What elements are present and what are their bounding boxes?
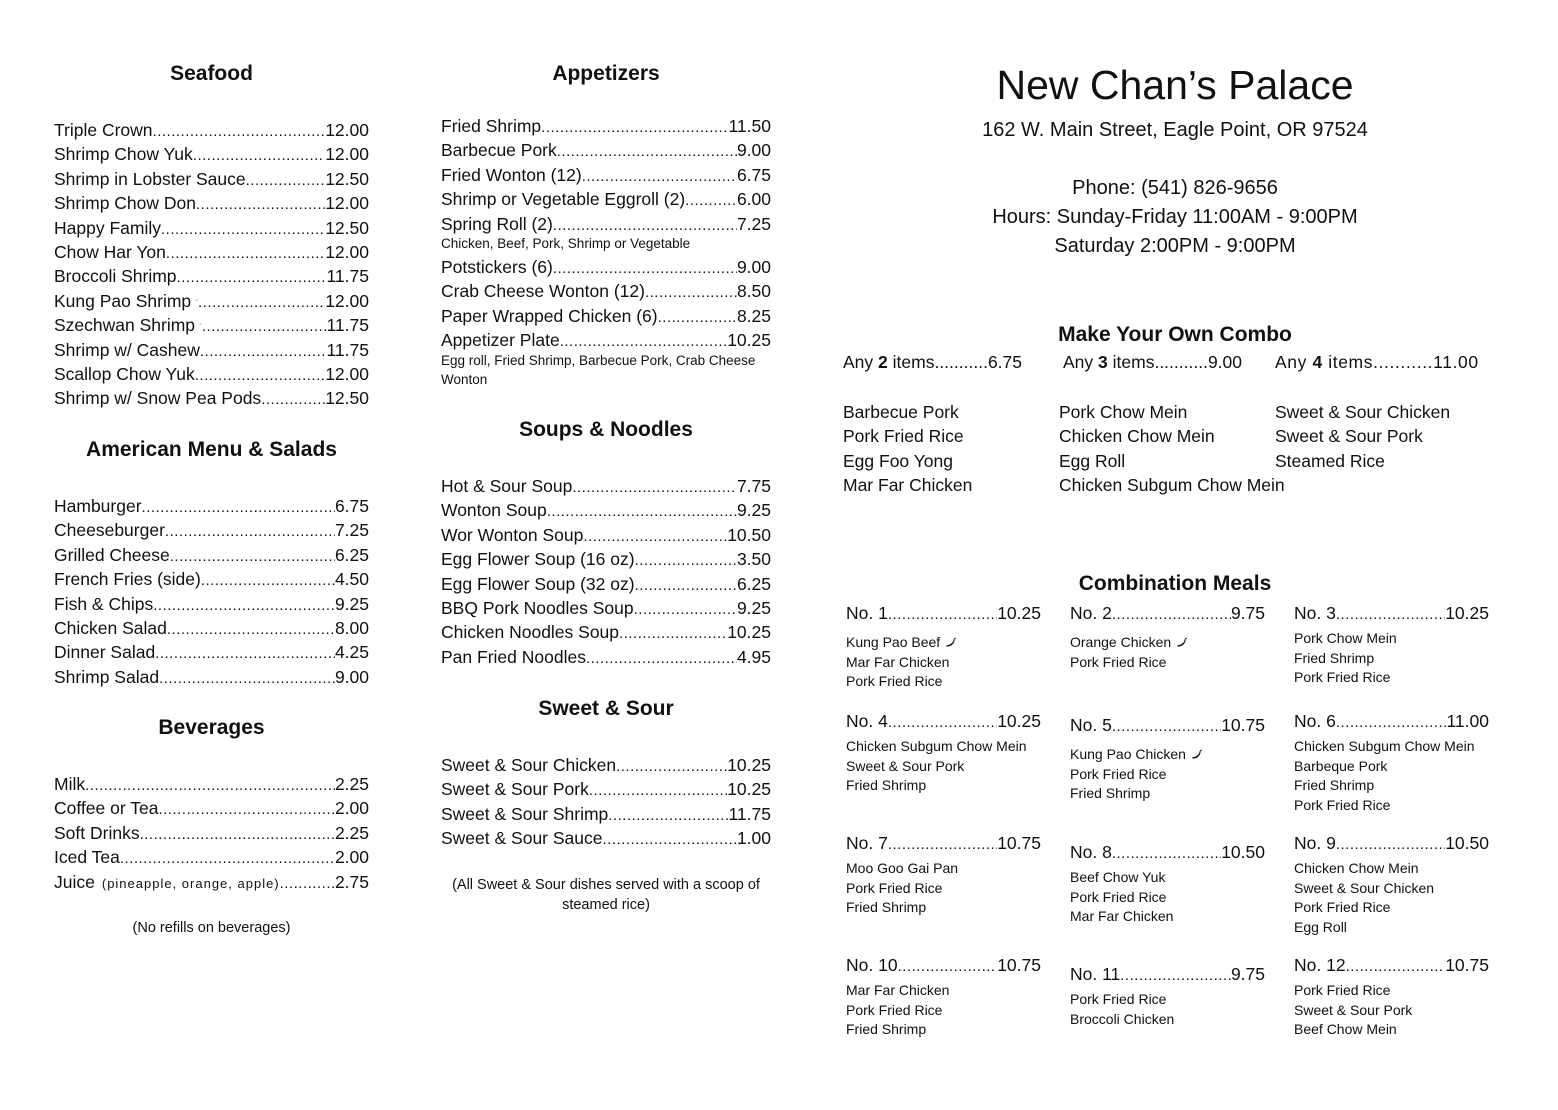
menu-item: Shrimp Chow Don ..... 12.00 [54, 191, 369, 215]
list-item: Pork Chow Mein [1059, 402, 1188, 422]
meal-card: No. 11 ..... 9.75 Pork Fried Rice Broccoli Chicken [1070, 964, 1265, 1029]
menu-item: Iced Tea ..... 2.00 [54, 845, 369, 869]
combo-heading: Make Your Own Combo [1058, 323, 1292, 346]
menu-item: Potstickers (6) ..... 9.00 [441, 255, 771, 279]
american-list [54, 494, 369, 689]
menu-item: Happy Family ..... 12.50 [54, 216, 369, 240]
spicy-pepper-icon [1190, 749, 1203, 760]
meal-card: No. 5 ..... 10.75 Kung Pao Chicken Pork Fried Rice Fried Shrimp [1070, 715, 1265, 804]
list-item: Egg Foo Yong [843, 450, 953, 471]
combo-option: Any 3 items...........9.00 [1063, 352, 1242, 372]
list-item: Sweet & Sour Pork [1275, 426, 1423, 447]
beverages-note: (No refills on beverages) [132, 920, 291, 936]
menu-item: Crab Cheese Wonton (12) ..... 8.50 [441, 279, 771, 303]
combo-choices-col3 [1275, 400, 1450, 473]
appetizer-plate-note: Egg roll, Fried Shrimp, Barbecue Pork, Crab Cheese Wonton [441, 352, 756, 387]
menu-item: Shrimp Salad ..... 9.00 [54, 665, 369, 689]
menu-item: French Fries (side) ..... 4.50 [54, 567, 369, 591]
appetizers-list [441, 114, 771, 391]
menu-item: Szechwan Shrimp ..... 11.75 [54, 313, 369, 337]
meal-card: No. 9 ..... 10.50 Chicken Chow Mein Sweet & Sour Chicken Pork Fried Rice Egg Roll [1294, 833, 1489, 937]
meal-card: No. 6 ..... 11.00 Chicken Subgum Chow Mein Barbeque Pork Fried Shrimp Pork Fried Rice [1294, 711, 1489, 815]
menu-item: Scallop Chow Yuk ..... 12.00 [54, 362, 369, 386]
combination-meals-heading: Combination Meals [1078, 572, 1272, 595]
list-item: Chicken Subgum Chow Mein [1059, 475, 1285, 496]
menu-item: Sweet & Sour Pork ..... 10.25 [441, 777, 771, 801]
seafood-list [54, 118, 369, 411]
menu-item: Broccoli Shrimp ..... 11.75 [54, 264, 369, 288]
menu-item: Chicken Noodles Soup ..... 10.25 [441, 620, 771, 644]
menu-item: Fried Shrimp ..... 11.50 [441, 114, 771, 138]
combo-choices-col2 [1059, 400, 1285, 498]
menu-item: Kung Pao Shrimp ..... 12.00 [54, 289, 369, 313]
menu-item: BBQ Pork Noodles Soup ..... 9.25 [441, 596, 771, 620]
menu-item: Fried Wonton (12) ..... 6.75 [441, 163, 771, 187]
menu-item: Appetizer Plate ..... 10.25 [441, 328, 771, 352]
combo-choices-col1 [843, 400, 972, 498]
beverages-heading: Beverages [158, 716, 265, 739]
menu-item: Wor Wonton Soup ..... 10.50 [441, 523, 771, 547]
menu-item: Coffee or Tea ..... 2.00 [54, 796, 369, 820]
menu-item: Milk ..... 2.25 [54, 772, 369, 796]
restaurant-phone: Phone: (541) 826-9656 [1072, 177, 1278, 199]
meal-card: No. 3 ..... 10.25 Pork Chow Mein Fried Shrimp Pork Fried Rice [1294, 603, 1489, 688]
list-item: Pork Fried Rice [843, 426, 964, 447]
menu-item: Cheeseburger ..... 7.25 [54, 518, 369, 542]
meal-card: No. 4 ..... 10.25 Chicken Subgum Chow Mein Sweet & Sour Pork Fried Shrimp [846, 711, 1041, 796]
list-item: Sweet & Sour Chicken [1275, 402, 1451, 422]
sweet-sour-note: (All Sweet & Sour dishes served with a scoop of steamed rice) [452, 877, 760, 913]
list-item: Barbecue Pork [843, 402, 959, 422]
menu-item: Pan Fried Noodles ..... 4.95 [441, 645, 771, 669]
menu-item: Egg Flower Soup (16 oz) ..... 3.50 [441, 547, 771, 571]
spicy-pepper-icon [944, 637, 957, 648]
menu-item: Barbecue Pork ..... 9.00 [441, 138, 771, 162]
menu-item: Wonton Soup ..... 9.25 [441, 498, 771, 522]
menu-item: Shrimp w/ Cashew ..... 11.75 [54, 338, 369, 362]
menu-item: Sweet & Sour Sauce ..... 1.00 [441, 826, 771, 850]
meal-card: No. 7 ..... 10.75 Moo Goo Gai Pan Pork Fried Rice Fried Shrimp [846, 833, 1041, 918]
menu-item: Juice (pineapple, orange, apple) ..... 2.75 [54, 870, 369, 894]
list-item: Mar Far Chicken [843, 475, 973, 496]
seafood-heading: Seafood [170, 62, 253, 85]
restaurant-hours: Hours: Sunday-Friday 11:00AM - 9:00PM [992, 206, 1358, 228]
restaurant-hours-saturday: Saturday 2:00PM - 9:00PM [1054, 235, 1296, 257]
menu-item: Spring Roll (2) ..... 7.25 [441, 212, 771, 236]
menu-item: Soft Drinks ..... 2.25 [54, 821, 369, 845]
menu-item: Shrimp or Vegetable Eggroll (2) ..... 6.00 [441, 187, 771, 211]
menu-item: Triple Crown ..... 12.00 [54, 118, 369, 142]
spring-roll-note: Chicken, Beef, Pork, Shrimp or Vegetable [441, 235, 691, 251]
spicy-pepper-icon [1175, 637, 1188, 648]
menu-item: Hot & Sour Soup ..... 7.75 [441, 474, 771, 498]
juice-flavors: (pineapple, orange, apple) [101, 875, 280, 891]
meal-card: No. 10 ..... 10.75 Mar Far Chicken Pork Fried Rice Fried Shrimp [846, 955, 1041, 1040]
meal-card: No. 8 ..... 10.50 Beef Chow Yuk Pork Fried Rice Mar Far Chicken [1070, 842, 1265, 927]
combo-option: Any 2 items...........6.75 [843, 352, 1022, 372]
list-item: Egg Roll [1059, 450, 1126, 471]
list-item: Steamed Rice [1275, 450, 1385, 471]
menu-item: Hamburger ..... 6.75 [54, 494, 369, 518]
soups-heading: Soups & Noodles [519, 418, 693, 441]
menu-item: Chicken Salad ..... 8.00 [54, 616, 369, 640]
restaurant-address: 162 W. Main Street, Eagle Point, OR 97524 [982, 119, 1368, 141]
menu-item: Sweet & Sour Shrimp ..... 11.75 [441, 802, 771, 826]
sweet-sour-list [441, 753, 771, 851]
menu-item: Sweet & Sour Chicken ..... 10.25 [441, 753, 771, 777]
american-heading: American Menu & Salads [86, 438, 337, 461]
menu-item: Shrimp in Lobster Sauce ..... 12.50 [54, 167, 369, 191]
soups-list [441, 474, 771, 669]
appetizers-heading: Appetizers [552, 62, 660, 85]
meal-card: No. 1 ..... 10.25 Kung Pao Beef Mar Far Chicken Pork Fried Rice [846, 603, 1041, 692]
meal-card: No. 12 ..... 10.75 Pork Fried Rice Sweet & Sour Pork Beef Chow Mein [1294, 955, 1489, 1040]
restaurant-name: New Chan’s Palace [996, 62, 1354, 108]
menu-item: Fish & Chips ..... 9.25 [54, 592, 369, 616]
menu-item: Shrimp Chow Yuk ..... 12.00 [54, 142, 369, 166]
menu-item: Grilled Cheese ..... 6.25 [54, 543, 369, 567]
menu-item: Chow Har Yon ..... 12.00 [54, 240, 369, 264]
list-item: Chicken Chow Mein [1059, 426, 1215, 447]
combo-option: Any 4 items...........11.00 [1275, 352, 1479, 372]
menu-item: Egg Flower Soup (32 oz) ..... 6.25 [441, 572, 771, 596]
menu-item: Dinner Salad ..... 4.25 [54, 640, 369, 664]
beverages-list [54, 772, 369, 894]
sweet-sour-heading: Sweet & Sour [538, 697, 674, 720]
meal-card: No. 2 ..... 9.75 Orange Chicken Pork Fried Rice [1070, 603, 1265, 672]
menu-item: Paper Wrapped Chicken (6) ..... 8.25 [441, 304, 771, 328]
menu-item: Shrimp w/ Snow Pea Pods ..... 12.50 [54, 386, 369, 410]
